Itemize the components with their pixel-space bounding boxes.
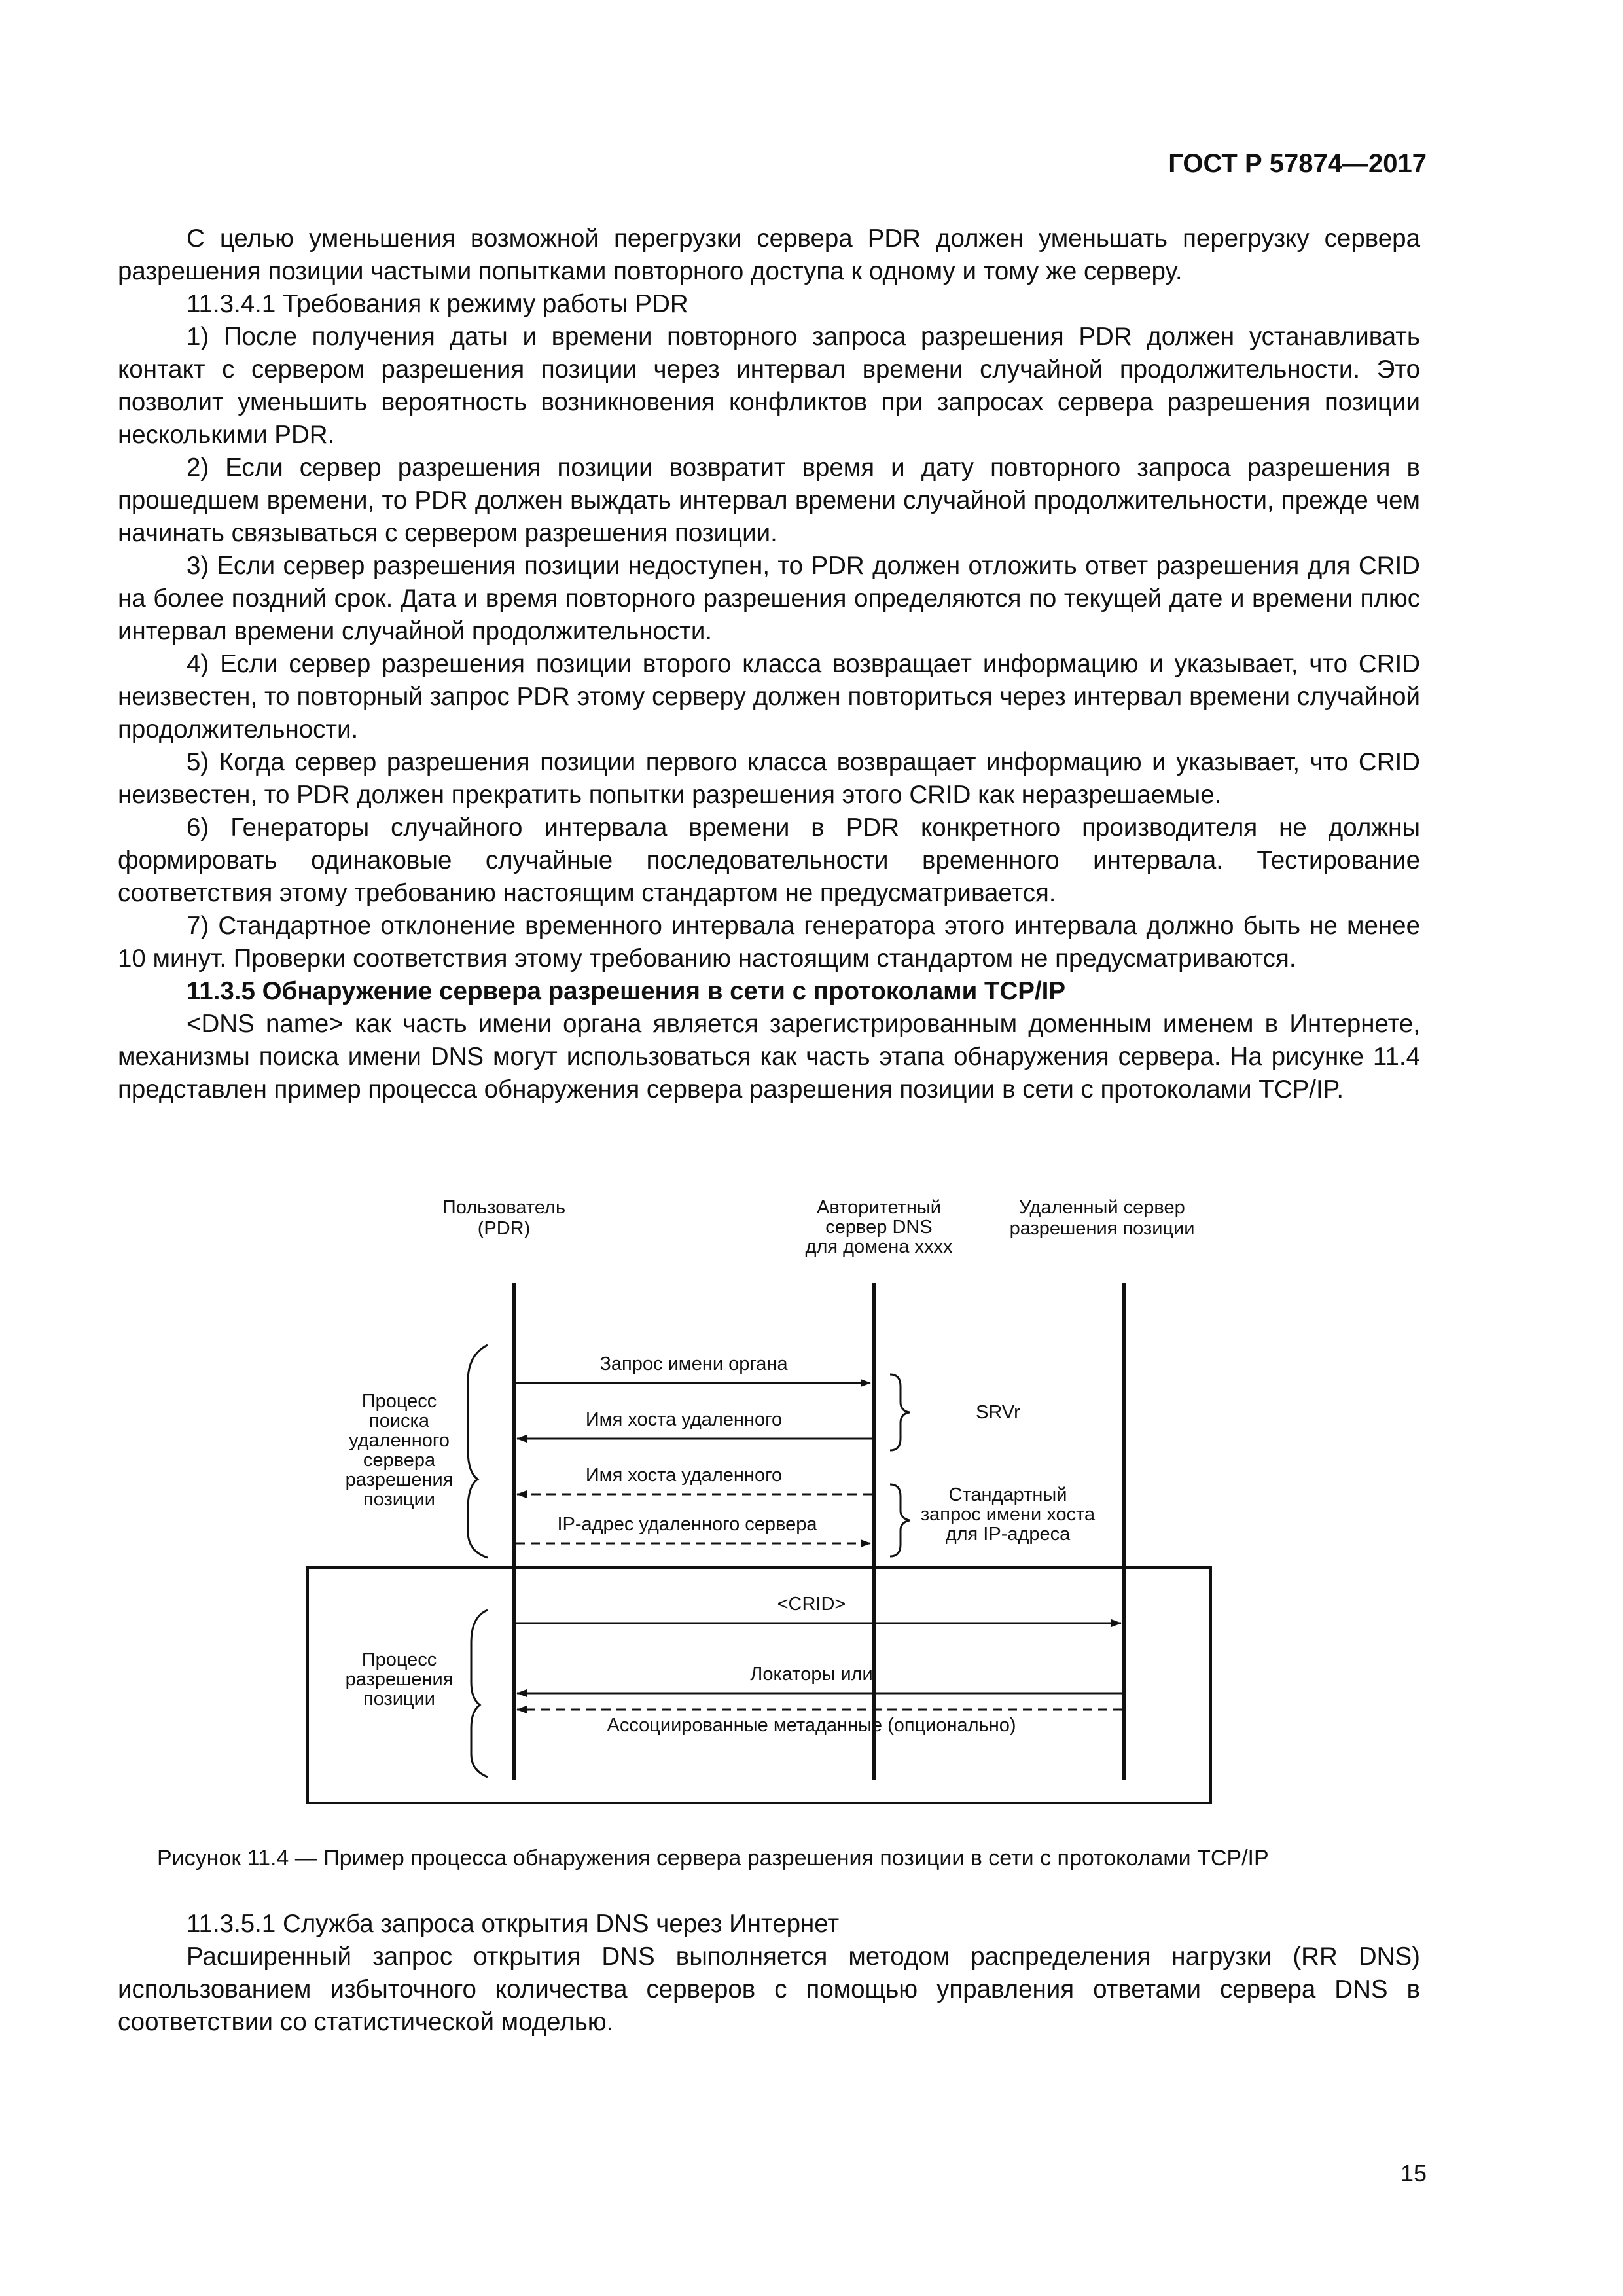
col-user-label-2: (PDR): [477, 1218, 531, 1239]
process-discovery-label: удаленного: [349, 1430, 450, 1451]
page-number: 15: [1400, 2160, 1427, 2187]
process-resolution-label: разрешения: [345, 1669, 454, 1690]
paragraph: Расширенный запрос открытия DNS выполняется методом распределения нагрузки (RR DNS) использованием избыточного количества серверов с помощью управления ответами сервера DNS в соответствии со статистической моделью.: [118, 1943, 1420, 2036]
brace-standard: [890, 1484, 910, 1556]
msg2-label: Имя хоста удаленного: [585, 1409, 783, 1430]
paragraph: 7) Стандартное отклонение временного интервала генератора этого интервала должно быть не менее 10 минут. Проверки соответствия этому требованию настоящим стандартом не предусматриваются.: [118, 912, 1420, 973]
process-resolution-label: Процесс: [361, 1649, 437, 1670]
standard-label: для IP-адреса: [945, 1524, 1071, 1545]
process-discovery-label: разрешения: [345, 1469, 454, 1490]
col-remote-label-2: разрешения позиции: [1009, 1218, 1195, 1239]
figure-caption: Рисунок 11.4 — Пример процесса обнаружения сервера разрешения позиции в сети с протоколами TCP/IP: [157, 1846, 1269, 1871]
msg6-label: Локаторы или: [750, 1664, 873, 1685]
srvr-label: SRVr: [976, 1402, 1020, 1423]
col-dns-label-2: сервер DNS: [825, 1217, 933, 1238]
col-user-label-1: Пользователь: [442, 1197, 566, 1218]
bracket-discovery: [468, 1345, 488, 1558]
col-remote-label-1: Удаленный сервер: [1019, 1197, 1185, 1218]
paragraph: 2) Если сервер разрешения позиции возвратит время и дату повторного запроса разрешения в прошедшем времени, то PDR должен выждать интервал времени случайной продолжительности, прежде чем начинать связываться с сервером разрешения позиции.: [118, 454, 1420, 547]
bracket-resolution: [471, 1610, 488, 1777]
msg5-label: <CRID>: [777, 1594, 846, 1615]
sequence-diagram: [288, 1191, 1243, 1833]
brace-srvr: [890, 1374, 910, 1450]
col-dns-label-3: для домена xxxx: [805, 1236, 953, 1257]
standard-label: Стандартный: [948, 1484, 1067, 1505]
paragraph: 11.3.5.1 Служба запроса открытия DNS через Интернет: [187, 1910, 840, 1938]
paragraph: 5) Когда сервер разрешения позиции первого класса возвращает информацию и указывает, что CRID неизвестен, то PDR должен прекратить попытки разрешения этого CRID как неразрешаемые.: [118, 748, 1420, 809]
main-text-continued: [118, 1908, 1420, 2039]
paragraph: 1) После получения даты и времени повторного запроса разрешения PDR должен устанавливать контакт с сервером разрешения позиции через интервал времени случайной продолжительности. Это позволит уменьшить вероятность возникновения конфликтов при запросах сервера разрешения позиции несколькими PDR.: [118, 323, 1420, 449]
msg4-label: IP-адрес удаленного сервера: [557, 1514, 817, 1535]
paragraph: 6) Генераторы случайного интервала времени в PDR конкретного производителя не должны формировать одинаковые случайные последовательности временного интервала. Тестирование соответствия этому требованию настоящим стандартом не предусматривается.: [118, 814, 1420, 907]
standard-header: ГОСТ Р 57874—2017: [1168, 149, 1427, 178]
paragraph: 3) Если сервер разрешения позиции недоступен, то PDR должен отложить ответ разрешения для CRID на более поздний срок. Дата и время повторного разрешения определяются по текущей дате и времени плюс интервал времени случайной продолжительности.: [118, 552, 1420, 645]
paragraph: 4) Если сервер разрешения позиции второго класса возвращает информацию и указывает, что CRID неизвестен, то повторный запрос PDR этому серверу должен повториться через интервал времени случайной продолжительности.: [118, 650, 1420, 744]
process-resolution-label: позиции: [363, 1689, 436, 1710]
process-discovery-label: Процесс: [361, 1391, 437, 1412]
process-discovery-label: поиска: [369, 1410, 429, 1431]
paragraph: <DNS name> как часть имени органа является зарегистрированным доменным именем в Интернете, механизмы поиска имени DNS могут использоваться как часть этапа обнаружения сервера. На рисунке 11.4 представлен пример процесса обнаружения сервера разрешения позиции в сети с протоколами TCP/IP.: [118, 1010, 1420, 1103]
main-text: [118, 223, 1420, 1106]
process-discovery-label: сервера: [363, 1450, 436, 1471]
paragraph: С целью уменьшения возможной перегрузки сервера PDR должен уменьшать перегрузку сервера разрешения позиции частыми попытками повторного доступа к одному и тому же серверу.: [118, 224, 1420, 285]
msg3-label: Имя хоста удаленного: [585, 1465, 783, 1486]
col-dns-label-1: Авторитетный: [817, 1197, 941, 1218]
msg7-label: Ассоциированные метаданные (опционально): [607, 1715, 1016, 1736]
standard-label: запрос имени хоста: [920, 1504, 1096, 1525]
process-discovery-label: позиции: [363, 1489, 436, 1510]
msg1-label: Запрос имени органа: [599, 1354, 788, 1374]
paragraph: 11.3.4.1 Требования к режиму работы PDR: [187, 290, 688, 318]
section-heading: 11.3.5 Обнаружение сервера разрешения в сети с протоколами TCP/IP: [187, 977, 1066, 1005]
